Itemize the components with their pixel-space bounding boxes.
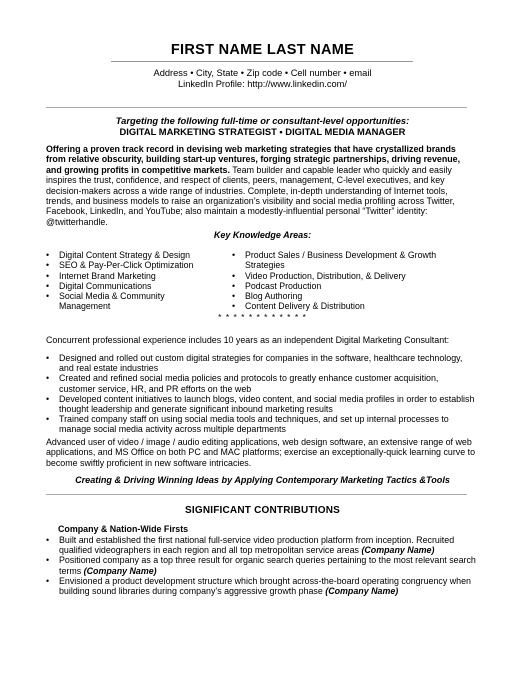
list-item: • Digital Content Strategy & Design [46, 250, 231, 260]
contributions-heading: SIGNIFICANT CONTRIBUTIONS [185, 505, 340, 516]
linkedin-line: LinkedIn Profile: http://www.linkedin.com/ [178, 79, 347, 89]
list-item [46, 576, 476, 596]
summary-bold: Offering a proven track record in devising web marketing strategies that have crystallized brands from relative obscurity, building start-up ventures, forging strategic partnerships, driving revenue, and growing profits in competitive markets. [46, 144, 461, 175]
target-intro: Targeting the following full-time or consultant-level opportunities: [115, 115, 410, 126]
contribution-text: Positioned company as a top three result for organic search queries pertaining to the most relevant search terms [59, 555, 476, 576]
list-item: • Created and refined social media policies and protocols to greatly enhance customer acquisition, customer service, HR, and PR efforts on the web [46, 373, 476, 393]
experience-bullets [46, 353, 476, 435]
summary-rest: Team builder and capable leader who quickly and easily inspires the trust, confidence, and respect of clients, peers, management, C-level executives, and key decision-makers across a wide range of industries. Complete, in-depth understanding of Internet tools, trends, and business models to raise an organization’s visibility and social media profiling across Twitter, Facebook, LinkedIn, and YouTube; also maintain a modestly-influential personal “Twitter” identity: @twitterhandle. [46, 164, 455, 227]
candidate-name: FIRST NAME LAST NAME [170, 42, 355, 58]
list-item [46, 535, 476, 555]
list-item [46, 555, 476, 575]
name-underline [111, 61, 413, 62]
advanced-skills-paragraph: Advanced user of video / image / audio editing applications, web design software, an extensive range of web applications, and MS Office on both PC and MAC platforms; exercise an exceptionally-quick learning curve to become swiftly proficient in new software intricacies. [46, 437, 476, 468]
contribution-text: Envisioned a product development structure which brought across-the-board operating congruency when building sound libraries during company’s aggressive growth phase [59, 575, 471, 597]
professional-summary [46, 144, 467, 227]
tagline: Creating & Driving Winning Ideas by Applying Contemporary Marketing Tactics &Tools [75, 475, 450, 485]
contributions-subheading: Company & Nation-Wide Firsts [58, 524, 189, 534]
knowledge-list-left [46, 250, 231, 312]
company-name: (Company Name) [83, 565, 157, 576]
contribution-text: Built and established the first national full-service video production platform from inception. Recruited qualified videographers in each region and all top metropolitan service areas [59, 535, 455, 556]
contact-line: Address • City, State • Zip code • Cell number • email [153, 68, 372, 78]
list-item: • Blog Authoring [232, 291, 472, 301]
list-item: • Developed content initiatives to launch blogs, video content, and social media profiles in order to establish thought leadership and generate significant inbound marketing results [46, 394, 476, 414]
list-item: • SEO & Pay-Per-Click Optimization [46, 260, 231, 270]
target-roles: DIGITAL MARKETING STRATEGIST • DIGITAL MEDIA MANAGER [119, 126, 406, 137]
key-knowledge-heading: Key Knowledge Areas: [213, 230, 312, 240]
contributions-list [46, 535, 476, 596]
list-item: • Trained company staff on using social media tools and techniques, and set up internal processes to manage social media activity across multiple departments [46, 414, 476, 434]
knowledge-list-right [232, 250, 472, 312]
list-item: • Internet Brand Marketing [46, 271, 231, 281]
list-item: • Content Delivery & Distribution [232, 301, 472, 311]
list-item: • Podcast Production [232, 281, 472, 291]
list-item: • Video Production, Distribution, & Delivery [232, 271, 472, 281]
contributions-divider [46, 494, 467, 495]
list-item: • Social Media & Community Management [46, 291, 199, 312]
company-name: (Company Name) [325, 586, 399, 597]
list-item: • Designed and rolled out custom digital strategies for companies in the software, healthcare technology, and real estate industries [46, 353, 476, 373]
company-name: (Company Name) [361, 545, 435, 556]
section-separator: * * * * * * * * * * * * [218, 312, 307, 322]
experience-intro: Concurrent professional experience includes 10 years as an independent Digital Marketing Consultant: [46, 335, 450, 345]
header-divider [46, 107, 467, 108]
list-item: • Digital Communications [46, 281, 231, 291]
list-item: • Product Sales / Business Development & Growth Strategies [232, 250, 460, 271]
